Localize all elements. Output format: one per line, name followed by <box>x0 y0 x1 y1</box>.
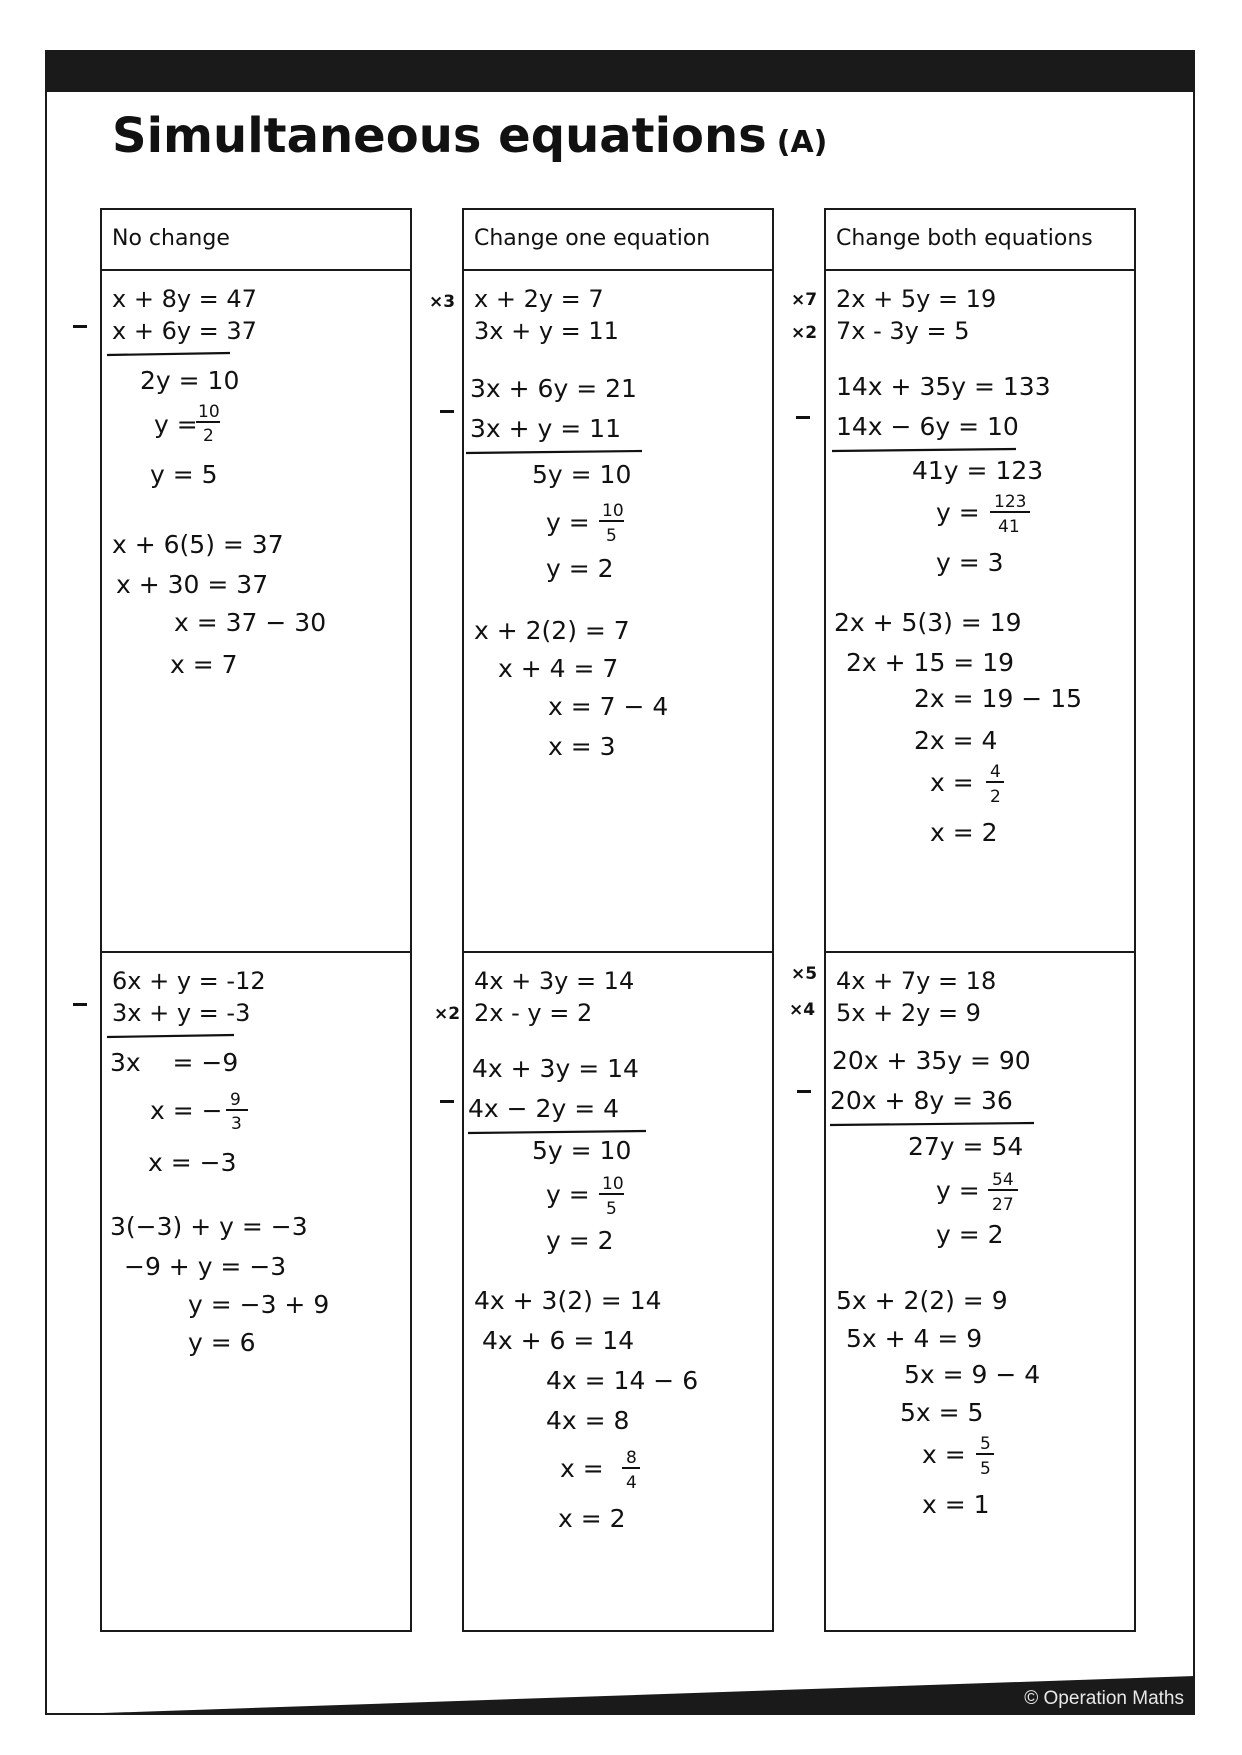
fraction-numerator: 8 <box>626 1448 637 1468</box>
equation-2: 5x + 2y = 9 <box>836 999 981 1027</box>
equation-1: 4x + 3y = 14 <box>474 967 635 995</box>
working-underline <box>832 449 1016 451</box>
subtract-mark <box>796 416 810 419</box>
top-banner <box>45 50 1195 92</box>
working-line: 3x + y = 11 <box>470 414 621 443</box>
working-underline <box>468 1131 646 1133</box>
working-line: −9 + y = −3 <box>124 1252 287 1281</box>
working-line: y = <box>936 498 980 527</box>
working-line: x + 30 = 37 <box>116 570 269 599</box>
working-line: x = −3 <box>148 1148 237 1177</box>
working-line: x + 6(5) = 37 <box>112 530 284 559</box>
working-line: 4x = 8 <box>546 1406 630 1435</box>
working-line: y = <box>546 1180 590 1209</box>
working-line: 27y = 54 <box>908 1132 1024 1161</box>
working-area <box>464 953 772 1632</box>
working-line: 5y = 10 <box>532 460 632 489</box>
working-area <box>102 953 410 1632</box>
working-line: y = 3 <box>936 548 1004 577</box>
fraction-denominator: 2 <box>203 426 214 446</box>
working-area <box>826 271 1134 951</box>
equation-2: x + 6y = 37 <box>112 317 257 345</box>
multiplier-label: ×5 <box>791 964 818 984</box>
working-line: 2x + 15 = 19 <box>846 648 1015 677</box>
problem-cell-3 <box>464 271 772 953</box>
working-line: y = 6 <box>188 1328 256 1357</box>
fraction-numerator: 10 <box>198 402 220 422</box>
working-line: 5x + 2(2) = 9 <box>836 1286 1008 1315</box>
subtract-mark <box>797 1090 811 1093</box>
fraction-denominator: 5 <box>606 1199 617 1219</box>
problem-cell-6 <box>826 953 1134 1632</box>
fraction-denominator: 4 <box>626 1473 637 1493</box>
working-line: y = <box>154 410 198 439</box>
working-line: 4x = 14 − 6 <box>546 1366 699 1395</box>
working-line: y = 5 <box>150 460 218 489</box>
working-area <box>826 953 1134 1632</box>
working-line: x = 7 <box>170 650 238 679</box>
column-change-one <box>462 208 774 1632</box>
copyright-label: © Operation Maths <box>1024 1688 1184 1709</box>
working-line: 4x + 3(2) = 14 <box>474 1286 662 1315</box>
working-line: 14x − 6y = 10 <box>836 412 1019 441</box>
fraction-denominator: 5 <box>606 526 617 546</box>
equation-2: 7x - 3y = 5 <box>836 317 970 345</box>
working-underline <box>107 1035 234 1037</box>
working-line: 41y = 123 <box>912 456 1044 485</box>
problem-cell-4 <box>464 953 772 1632</box>
multiplier-label: ×2 <box>434 1004 461 1024</box>
working-line: 3x + 6y = 21 <box>470 374 637 403</box>
working-line: 3x = −9 <box>110 1048 239 1077</box>
bottom-banner <box>45 1676 1195 1715</box>
working-line: 20x + 8y = 36 <box>830 1086 1013 1115</box>
working-line: y = <box>546 508 590 537</box>
equation-2: 3x + y = -3 <box>112 999 251 1027</box>
fraction-numerator: 123 <box>994 492 1027 512</box>
working-area <box>102 271 410 951</box>
multiplier-label: ×4 <box>789 1000 816 1020</box>
fraction-denominator: 41 <box>998 517 1020 537</box>
equation-1: x + 8y = 47 <box>112 285 257 313</box>
column-heading: Change both equations <box>826 210 1134 271</box>
working-line: 14x + 35y = 133 <box>836 372 1051 401</box>
working-line: x = 1 <box>922 1490 990 1519</box>
working-line: 5x + 4 = 9 <box>846 1324 983 1353</box>
working-line: y = −3 + 9 <box>188 1290 330 1319</box>
page-title-block <box>112 108 827 164</box>
column-heading: Change one equation <box>464 210 772 271</box>
equation-1: 4x + 7y = 18 <box>836 967 997 995</box>
working-line: 5x = 9 − 4 <box>904 1360 1041 1389</box>
working-line: 4x − 2y = 4 <box>468 1094 619 1123</box>
problem-cell-5 <box>826 271 1134 953</box>
working-line: x = 2 <box>930 818 998 847</box>
working-line: y = 2 <box>936 1220 1004 1249</box>
fraction-denominator: 2 <box>990 787 1001 807</box>
column-no-change <box>100 208 412 1632</box>
equation-1: 2x + 5y = 19 <box>836 285 997 313</box>
working-line: 4x + 6 = 14 <box>482 1326 635 1355</box>
working-line: 2y = 10 <box>140 366 240 395</box>
problem-cell-2 <box>102 953 410 1632</box>
page-title-suffix: (A) <box>776 125 828 160</box>
working-line: x + 4 = 7 <box>498 654 619 683</box>
subtract-mark <box>73 1003 87 1006</box>
working-line: x = <box>922 1440 966 1469</box>
multiplier-label: ×3 <box>429 292 456 312</box>
fraction-numerator: 9 <box>230 1090 241 1110</box>
working-line: 4x + 3y = 14 <box>472 1054 639 1083</box>
working-underline <box>466 451 642 453</box>
column-change-both <box>824 208 1136 1632</box>
subtract-mark <box>440 410 454 413</box>
working-line: y = 2 <box>546 554 614 583</box>
fraction-numerator: 4 <box>990 762 1001 782</box>
working-line: 2x + 5(3) = 19 <box>834 608 1022 637</box>
working-line: y = <box>936 1176 980 1205</box>
working-line: x + 2(2) = 7 <box>474 616 630 645</box>
equation-1: x + 2y = 7 <box>474 285 604 313</box>
multiplier-label: ×7 <box>791 290 818 310</box>
fraction-numerator: 54 <box>992 1170 1014 1190</box>
working-area <box>464 271 772 951</box>
working-line: 5y = 10 <box>532 1136 632 1165</box>
fraction-denominator: 5 <box>980 1459 991 1479</box>
working-line: x = 7 − 4 <box>548 692 669 721</box>
fraction-numerator: 5 <box>980 1434 991 1454</box>
equation-1: 6x + y = -12 <box>112 967 266 995</box>
working-line: 2x = 4 <box>914 726 998 755</box>
working-underline <box>830 1123 1034 1125</box>
working-line: 3(−3) + y = −3 <box>110 1212 308 1241</box>
working-line: x = <box>930 768 974 797</box>
working-line: y = 2 <box>546 1226 614 1255</box>
working-line: x = 2 <box>558 1504 626 1533</box>
problem-cell-1 <box>102 271 410 953</box>
multiplier-label: ×2 <box>791 323 818 343</box>
working-line: x = 3 <box>548 732 616 761</box>
fraction-denominator: 27 <box>992 1195 1014 1215</box>
working-line: x = <box>560 1454 604 1483</box>
working-line: 20x + 35y = 90 <box>832 1046 1031 1075</box>
subtract-mark <box>73 325 87 328</box>
working-line: x = 37 − 30 <box>174 608 327 637</box>
working-line: 2x = 19 − 15 <box>914 684 1083 713</box>
equation-2: 2x - y = 2 <box>474 999 593 1027</box>
fraction-denominator: 3 <box>231 1114 242 1134</box>
column-heading: No change <box>102 210 410 271</box>
fraction-numerator: 10 <box>602 501 624 521</box>
page-title: Simultaneous equations <box>112 108 767 164</box>
working-line: 5x = 5 <box>900 1398 984 1427</box>
working-line: x = − <box>150 1096 223 1125</box>
fraction-numerator: 10 <box>602 1174 624 1194</box>
working-underline <box>107 353 230 355</box>
equation-2: 3x + y = 11 <box>474 317 619 345</box>
subtract-mark <box>440 1100 454 1103</box>
